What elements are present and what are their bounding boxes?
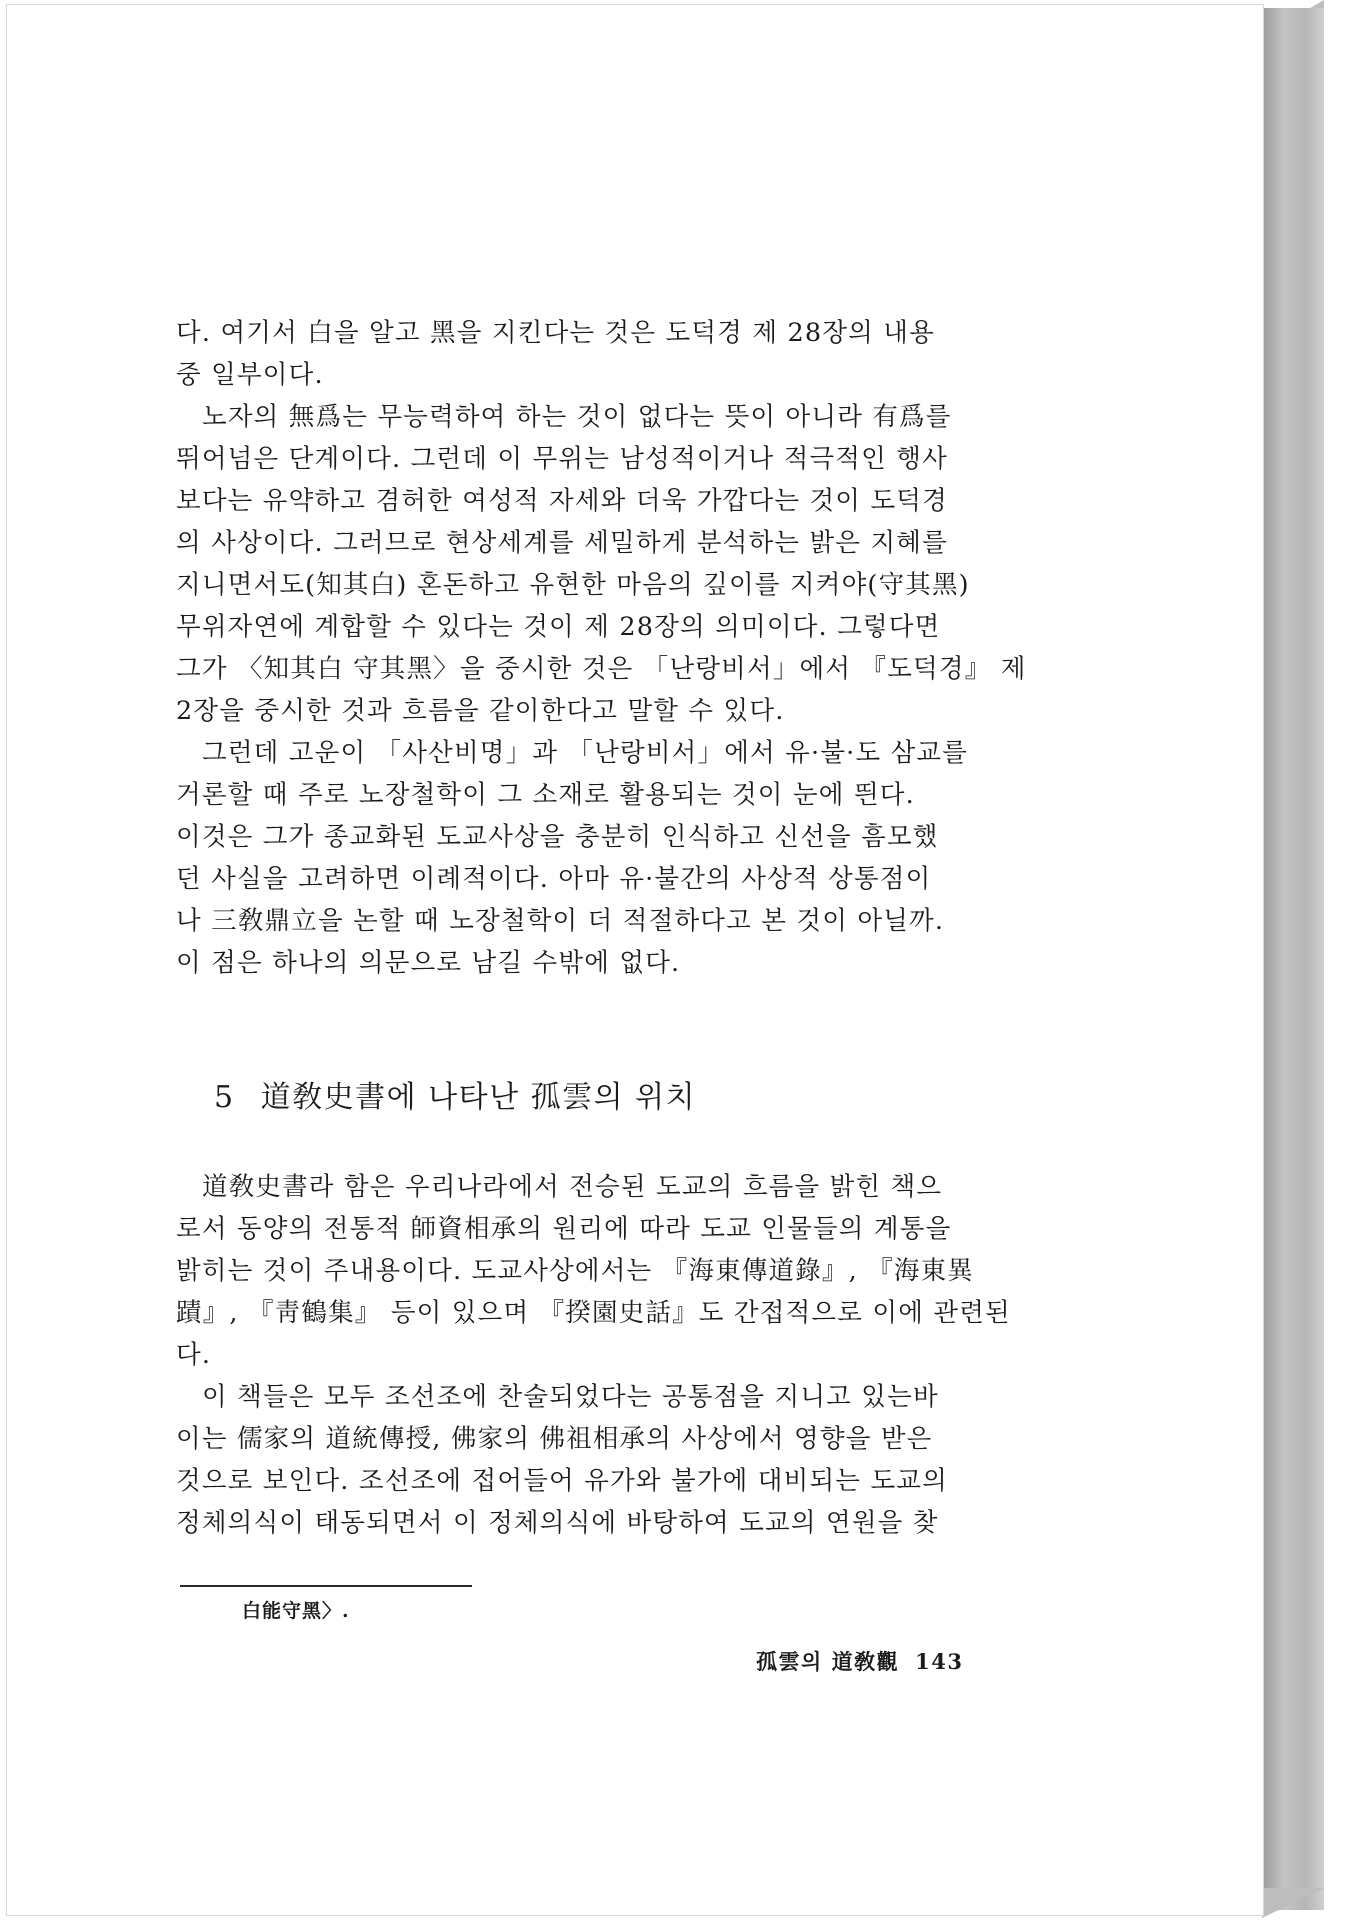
paragraph xyxy=(176,1376,1034,1544)
text-line: 거론할 때 주로 노장철학이 그 소재로 활용되는 것이 눈에 띈다. xyxy=(176,780,915,810)
footnote-divider xyxy=(180,1585,472,1587)
page-number: 143 xyxy=(915,1649,964,1674)
text-line: 중 일부이다. xyxy=(176,360,324,390)
section-number: 5 xyxy=(214,1080,235,1115)
text-line: 다. 여기서 白을 알고 黑을 지킨다는 것은 도덕경 제 28장의 내용 xyxy=(176,318,935,348)
paragraph xyxy=(176,312,1034,396)
running-title: 孤雲의 道敎觀 xyxy=(756,1649,900,1674)
text-line: 로서 동양의 전통적 師資相承의 원리에 따라 도교 인물들의 계통을 xyxy=(176,1214,952,1244)
text-line: 던 사실을 고려하면 이례적이다. 아마 유·불간의 사상적 상통점이 xyxy=(176,864,932,894)
text-line: 이는 儒家의 道統傳授, 佛家의 佛祖相承의 사상에서 영향을 받은 xyxy=(176,1424,933,1454)
text-line: 의 사상이다. 그러므로 현상세계를 세밀하게 분석하는 밝은 지혜를 xyxy=(176,528,948,558)
text-line: 나 三敎鼎立을 논할 때 노장철학이 더 적절하다고 본 것이 아닐까. xyxy=(176,906,945,936)
text-line: 뛰어넘은 단계이다. 그런데 이 무위는 남성적이거나 적극적인 행사 xyxy=(176,444,948,474)
page-stack-edge xyxy=(1262,8,1324,1910)
paragraph xyxy=(176,732,1034,984)
text-line: 다. xyxy=(176,1340,212,1370)
text-line: 무위자연에 계합할 수 있다는 것이 제 28장의 의미이다. 그렇다면 xyxy=(176,612,941,642)
text-line: 2장을 중시한 것과 흐름을 같이한다고 말할 수 있다. xyxy=(176,696,785,726)
text-line: 노자의 無爲는 무능력하여 하는 것이 없다는 뜻이 아니라 有爲를 xyxy=(202,402,952,432)
text-line: 그가 〈知其白 守其黑〉을 중시한 것은 「난랑비서」에서 『도덕경』 제 xyxy=(176,654,1027,684)
text-line: 이 책들은 모두 조선조에 찬술되었다는 공통점을 지니고 있는바 xyxy=(202,1382,939,1412)
running-footer xyxy=(756,1646,963,1676)
text-line: 이것은 그가 종교화된 도교사상을 충분히 인식하고 신선을 흠모했 xyxy=(176,822,939,852)
body-text-section-2 xyxy=(176,1166,1034,1544)
paragraph xyxy=(176,396,1034,732)
text-line: 밝히는 것이 주내용이다. 도교사상에서는 『海東傳道錄』, 『海東異 xyxy=(176,1256,975,1286)
body-text-section-1 xyxy=(176,312,1034,984)
page-stack-bottom-edge xyxy=(1262,1888,1324,1918)
section-title: 道敎史書에 나타난 孤雲의 위치 xyxy=(260,1080,697,1115)
text-line: 것으로 보인다. 조선조에 접어들어 유가와 불가에 대비되는 도교의 xyxy=(176,1466,948,1496)
section-heading xyxy=(214,1072,696,1116)
text-line: 道敎史書라 함은 우리나라에서 전승된 도교의 흐름을 밝힌 책으 xyxy=(202,1172,943,1202)
text-line: 이 점은 하나의 의문으로 남길 수밖에 없다. xyxy=(176,948,681,978)
text-line: 보다는 유약하고 겸허한 여성적 자세와 더욱 가깝다는 것이 도덕경 xyxy=(176,486,948,516)
text-line: 정체의식이 태동되면서 이 정체의식에 바탕하여 도교의 연원을 찾 xyxy=(176,1508,939,1538)
text-line: 지니면서도(知其白) 혼돈하고 유현한 마음의 깊이를 지켜야(守其黑) xyxy=(176,570,970,600)
text-line: 그런데 고운이 「사산비명」과 「난랑비서」에서 유·불·도 삼교를 xyxy=(202,738,969,768)
footnote-text: 白能守黑〉. xyxy=(242,1600,350,1622)
paragraph xyxy=(176,1166,1034,1376)
text-line: 蹟』, 『靑鶴集』 등이 있으며 『揆園史話』도 간접적으로 이에 관련된 xyxy=(176,1298,1011,1328)
